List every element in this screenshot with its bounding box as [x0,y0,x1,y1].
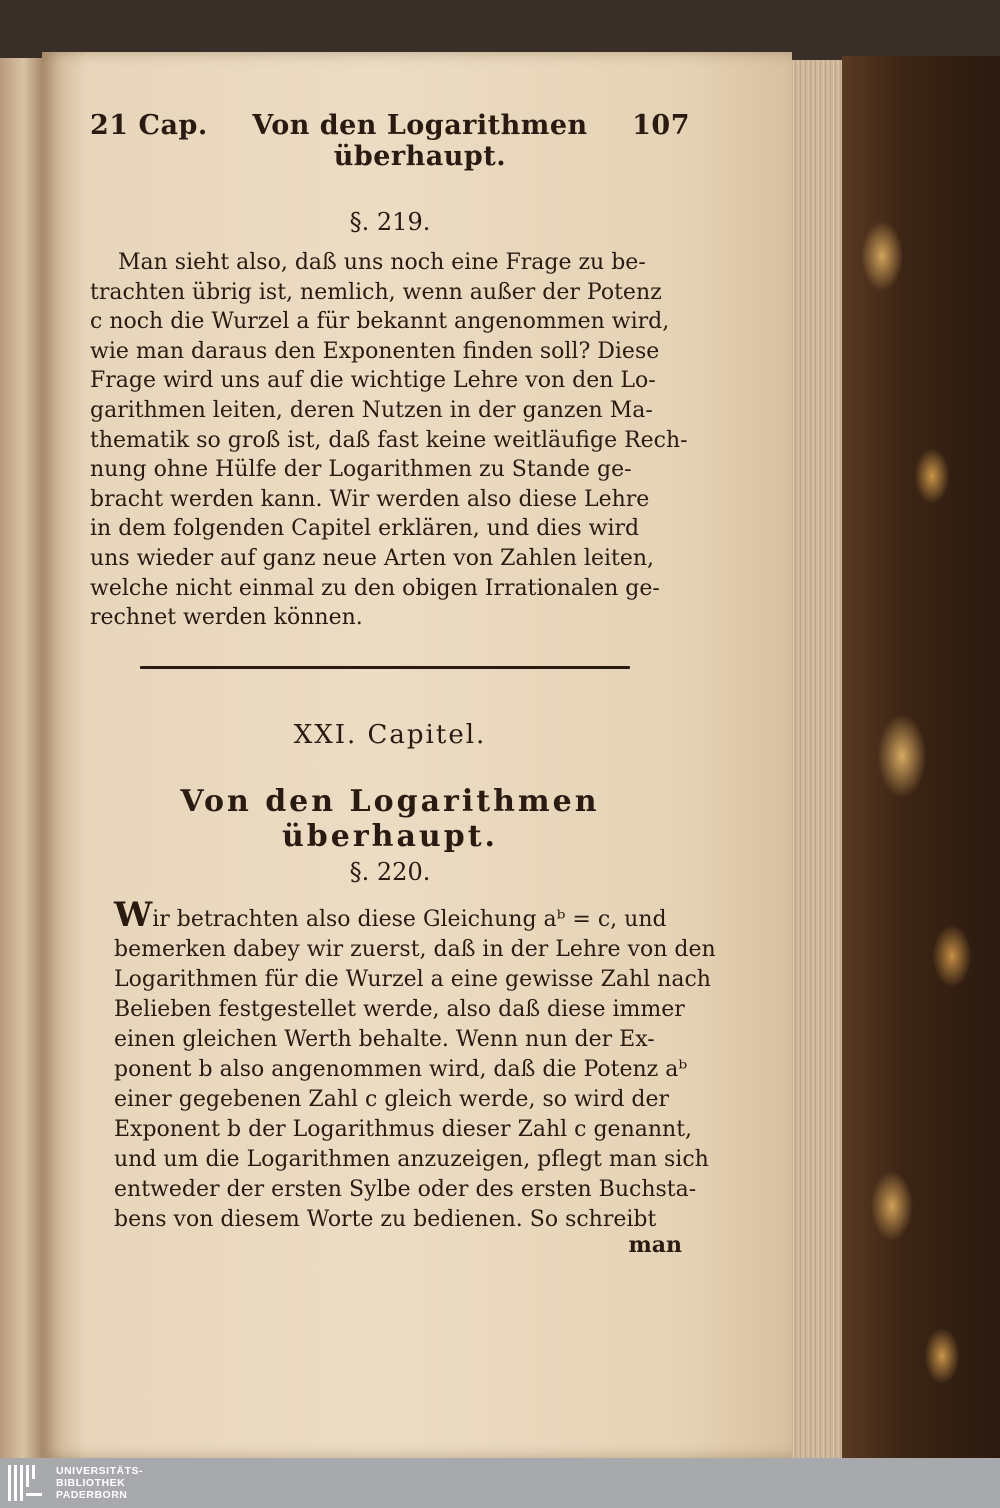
text-line: ponent b also angenommen wird, daß die Potenz aᵇ [114,1057,688,1082]
text-line: und um die Logarithmen anzuzeigen, pflegt man sich [114,1147,709,1172]
library-name [56,1465,143,1501]
running-header [90,110,690,172]
paragraph-219 [90,248,690,633]
text-line: trachten übrig ist, nemlich, wenn außer der Potenz [90,279,662,305]
text-line: in dem folgenden Capitel erklären, und dies wird [90,516,640,542]
text-line: nung ohne Hülfe der Logarithmen zu Stande ge- [90,457,632,483]
paragraph-220 [114,895,716,1235]
marbled-cover-board [842,56,1000,1458]
library-name-line: UNIVERSITÄTS- [56,1465,144,1477]
chapter-heading: XXI. Capitel. [293,720,487,750]
text-line: Man sieht also, daß uns noch eine Frage zu be- [118,250,646,275]
text-line: Logarithmen für die Wurzel a eine gewisse Zahl nach [114,967,711,992]
page-text-block [90,100,716,1258]
text-line: c noch die Wurzel a für bekannt angenommen wird, [90,309,670,335]
chapter-reference: 21 Cap. [90,110,208,141]
book-page [42,52,792,1458]
text-line-rest: ir betrachten also diese Gleichung aᵇ = c, und [152,907,667,932]
section-number-220: §. 220. [349,858,431,886]
text-line: bracht werden kann. Wir werden also diese Lehre [90,486,650,512]
text-line: einen gleichen Werth behalte. Wenn nun der Ex- [114,1027,655,1052]
library-name-line: BIBLIOTHEK [56,1477,126,1489]
catchword: man [628,1232,682,1258]
text-line: thematik so groß ist, daß fast keine weitläufige Rech- [90,427,688,453]
library-footer [0,1458,1000,1508]
text-line: rechnet werden können. [90,605,363,631]
text-line: entweder der ersten Sylbe oder des ersten Buchsta- [114,1177,697,1202]
text-line: einer gegebenen Zahl c gleich werde, so wird der [114,1087,670,1112]
text-line: Frage wird uns auf die wichtige Lehre von den Lo- [90,368,656,394]
page-block-edges [792,60,842,1458]
text-line: uns wieder auf ganz neue Arten von Zahlen leiten, [90,545,655,571]
text-line: bens von diesem Worte zu bedienen. So schreibt [114,1207,657,1232]
text-line: garithmen leiten, deren Nutzen in der ganzen Ma- [90,397,653,423]
drop-cap: W [114,895,153,935]
text-line: welche nicht einmal zu den obigen Irrationalen ge- [90,575,660,601]
page-number: 107 [632,110,690,141]
facing-page-edge [0,58,42,1458]
library-logo-icon [6,1463,46,1503]
library-name-line: PADERBORN [56,1489,128,1501]
running-title: Von den Logarithmen überhaupt. [252,110,588,172]
chapter-title: Von den Logarithmen überhaupt. [180,784,600,854]
text-line: wie man daraus den Exponenten finden soll? Diese [90,338,660,364]
section-number-219: §. 219. [349,208,431,236]
text-line: Exponent b der Logarithmus dieser Zahl c genannt, [114,1117,693,1142]
text-line [114,895,680,935]
section-divider-rule [140,666,630,669]
text-line: Belieben festgestellet werde, also daß diese immer [114,997,685,1022]
text-line: bemerken dabey wir zuerst, daß in der Lehre von den [114,937,716,962]
